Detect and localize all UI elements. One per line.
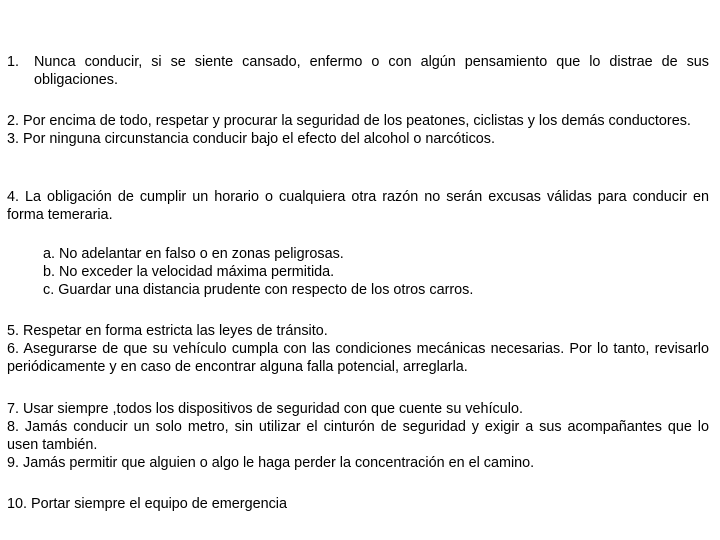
rule-4b: b. No exceder la velocidad máxima permitida. <box>43 264 335 280</box>
rules-2-3-paragraph <box>7 112 709 148</box>
rule-5: 5. Respetar en forma estricta las leyes de tránsito. <box>7 323 328 339</box>
rule-4a: a. No adelantar en falso o en zonas peligrosas. <box>43 246 344 262</box>
rule-8: 8. Jamás conducir un solo metro, sin utilizar el cinturón de seguridad y exigir a sus acompañantes que lo usen también. <box>7 419 709 453</box>
rule-1-paragraph <box>7 53 709 89</box>
rule-4-paragraph <box>7 188 709 224</box>
rule-4c: c. Guardar una distancia prudente con respecto de los otros carros. <box>43 282 474 298</box>
rule-6: 6. Asegurarse de que su vehículo cumpla con las condiciones mecánicas necesarias. Por lo tanto, revisarlo periódicamente y en caso de encontrar alguna falla potencial, arreglarla. <box>7 341 709 375</box>
rules-5-6-paragraph <box>7 322 709 376</box>
rule-4-sublist <box>43 245 643 299</box>
rule-10-paragraph <box>7 495 709 513</box>
rule-1-text: Nunca conducir, si se siente cansado, enfermo o con algún pensamiento que lo distrae de sus obligaciones. <box>34 54 709 88</box>
rule-9: 9. Jamás permitir que alguien o algo le haga perder la concentración en el camino. <box>7 455 535 471</box>
rule-3: 3. Por ninguna circunstancia conducir bajo el efecto del alcohol o narcóticos. <box>7 131 495 147</box>
rule-1-number: 1. <box>7 54 20 70</box>
rules-7-9-paragraph <box>7 400 709 472</box>
rule-2: 2. Por encima de todo, respetar y procurar la seguridad de los peatones, ciclistas y los demás conductores. <box>7 113 691 129</box>
rule-4: 4. La obligación de cumplir un horario o cualquiera otra razón no serán excusas válidas para conducir en forma temeraria. <box>7 189 709 223</box>
rule-7: 7. Usar siempre ,todos los dispositivos de seguridad con que cuente su vehículo. <box>7 401 523 417</box>
rule-10: 10. Portar siempre el equipo de emergencia <box>7 496 287 512</box>
rule-1 <box>7 53 709 89</box>
